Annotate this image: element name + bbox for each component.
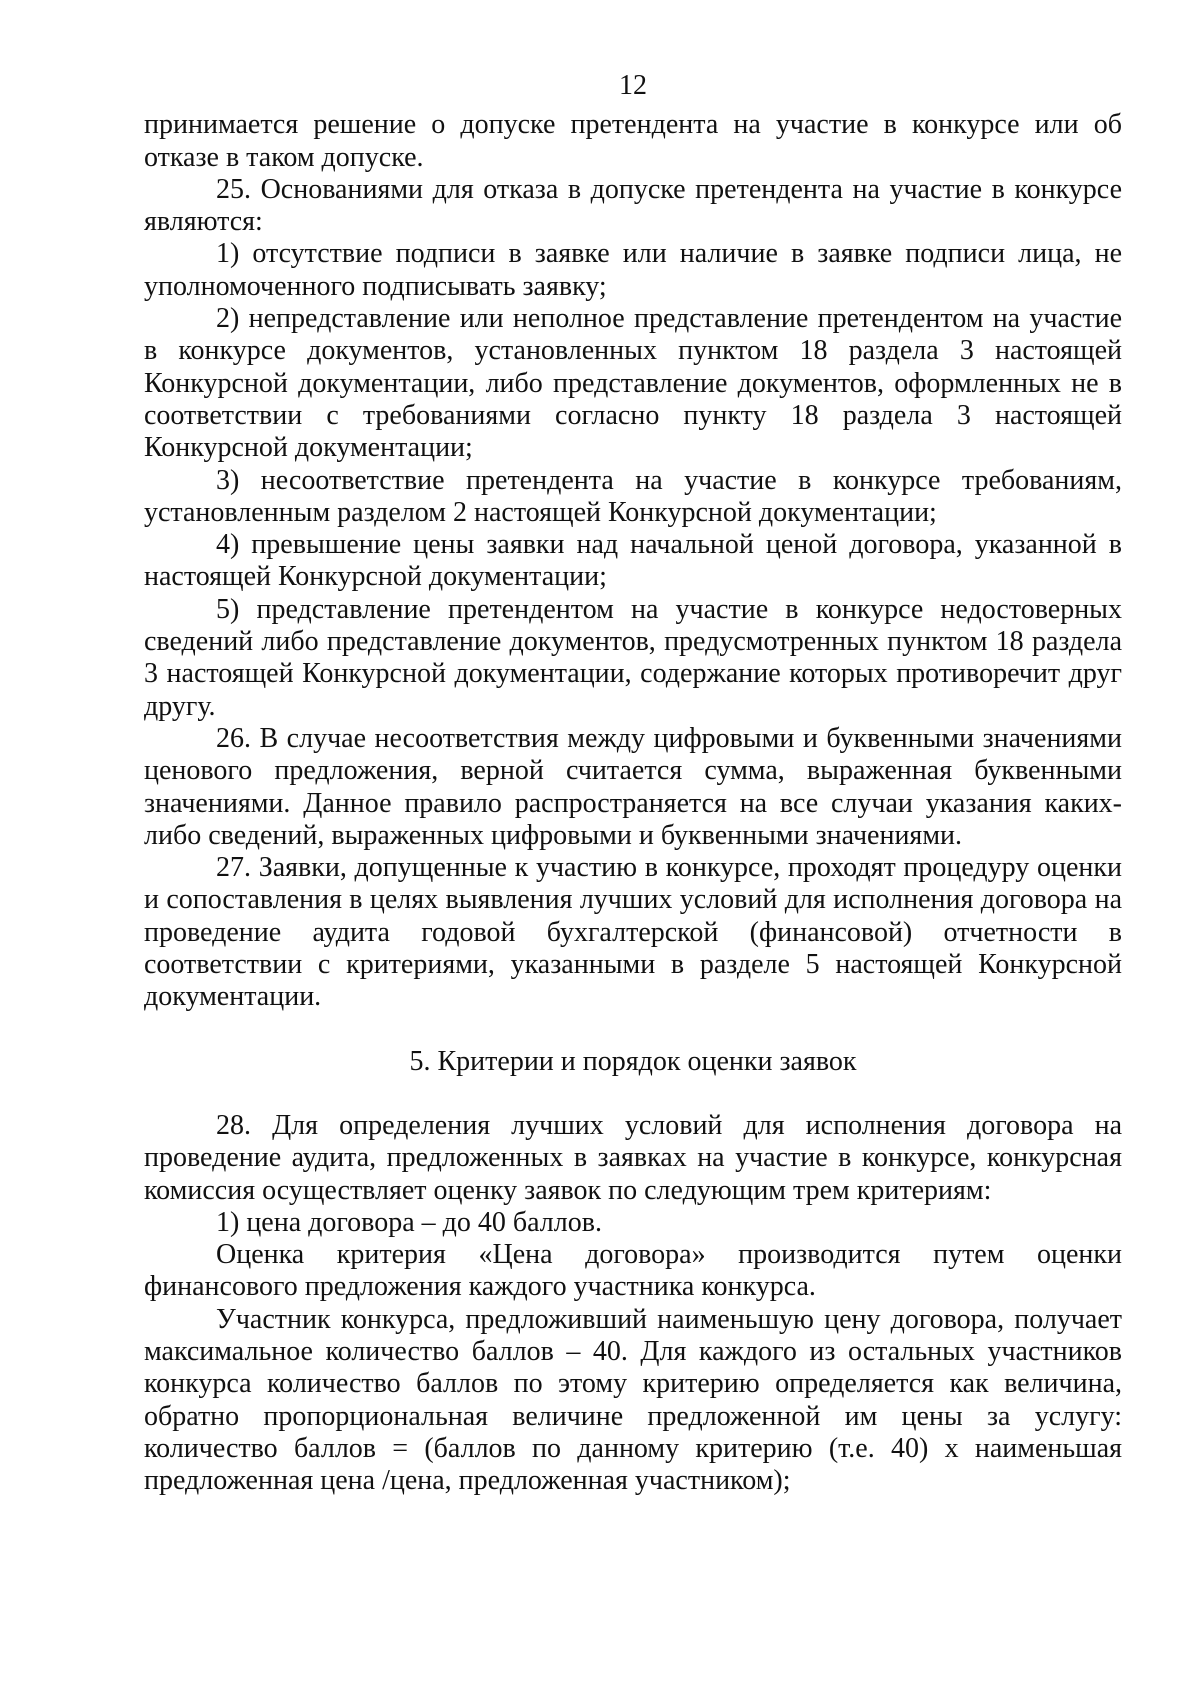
paragraph-criterion-description: Оценка критерия «Цена договора» производится путем оценки финансового предложения каждого участника конкурса. — [144, 1239, 1122, 1303]
page-number: 12 — [619, 70, 647, 101]
paragraph-26: 26. В случае несоответствия между цифровыми и буквенными значениями ценового предложения, верной считается сумма, выраженная буквенными значениями. Данное правило распространяется на все случаи указания каких-либо сведений, выраженных цифровыми и буквенными значениями. — [144, 722, 1122, 851]
paragraph-25-item-1: 1) отсутствие подписи в заявке или наличие в заявке подписи лица, не уполномоченного подписывать заявку; — [144, 238, 1122, 302]
paragraphs-before-heading — [144, 109, 1122, 1013]
paragraph-25-item-2: 2) непредставление или неполное представление претендентом на участие в конкурсе документов, установленных пунктом 18 раздела 3 настоящей Конкурсной документации, либо представление документов, оформленных не в соответствии с требованиями согласно пункту 18 раздела 3 настоящей Конкурсной документации; — [144, 303, 1122, 464]
paragraph-scoring-formula: Участник конкурса, предложивший наименьшую цену договора, получает максимальное количество баллов – 40. Для каждого из остальных участников конкурса количество баллов по этому критерию определяется как величина, обратно пропорциональная величине предложенной им цены за услугу: количество баллов = (баллов по данному критерию (т.е. 40) х наименьшая предложенная цена /цена, предложенная участником); — [144, 1303, 1122, 1497]
paragraph-25-item-4: 4) превышение цены заявки над начальной ценой договора, указанной в настоящей Конкурсной документации; — [144, 529, 1122, 593]
paragraph-25-item-5: 5) представление претендентом на участие в конкурсе недостоверных сведений либо представление документов, предусмотренных пунктом 18 раздела 3 настоящей Конкурсной документации, содержание которых противоречит друг другу. — [144, 593, 1122, 722]
paragraph-28: 28. Для определения лучших условий для исполнения договора на проведение аудита, предложенных в заявках на участие в конкурсе, конкурсная комиссия осуществляет оценку заявок по следующим трем критериям: — [144, 1109, 1122, 1206]
paragraphs-after-heading — [144, 1110, 1122, 1498]
paragraph-25-item-3: 3) несоответствие претендента на участие в конкурсе требованиям, установленным разделом 2 настоящей Конкурсной документации; — [144, 464, 1122, 528]
paragraph-25: 25. Основаниями для отказа в допуске претендента на участие в конкурсе являются: — [144, 173, 1122, 238]
section-heading: 5. Критерии и порядок оценки заявок — [409, 1045, 857, 1077]
document-page — [144, 70, 1122, 1497]
paragraph-27: 27. Заявки, допущенные к участию в конкурсе, проходят процедуру оценки и сопоставления в целях выявления лучших условий для исполнения договора на проведение аудита годовой бухгалтерской (финансовой) отчетности в соответствии с критериями, указанными в разделе 5 настоящей Конкурсной документации. — [144, 852, 1122, 1013]
paragraph-continuation: принимается решение о допуске претендента на участие в конкурсе или об отказе в таком допуске. — [144, 109, 1122, 173]
paragraph-28-item-1: 1) цена договора – до 40 баллов. — [216, 1206, 602, 1238]
